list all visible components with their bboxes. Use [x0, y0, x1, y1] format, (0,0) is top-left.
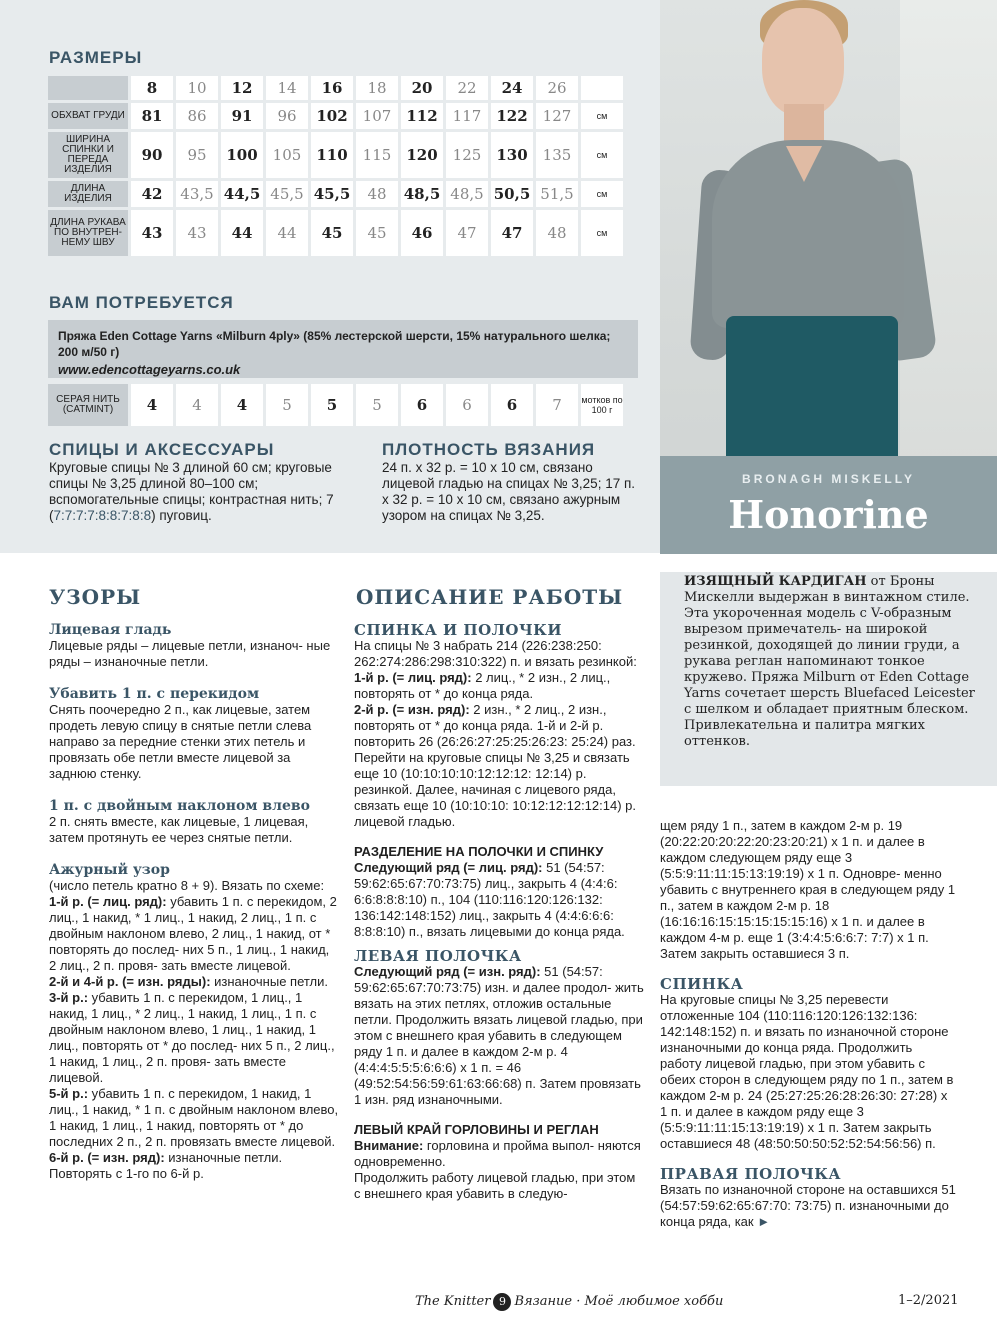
row-width: ШИРИНА СПИНКИ И ПЕРЕДА ИЗДЕЛИЯ 90 95 100 105 110 115 120 125 130 135 см	[48, 132, 623, 178]
yarn-url[interactable]: www.edencottageyarns.co.uk	[58, 362, 241, 377]
needles-title: СПИЦЫ И АКСЕССУАРЫ	[49, 440, 275, 459]
row-length: ДЛИНА ИЗДЕЛИЯ 42 43,5 44,5 45,5 45,5 48 48,5 48,5 50,5 51,5 см	[48, 181, 623, 207]
footer-magazine: The Knitter 9 Вязание · Моё любимое хобби	[415, 1294, 724, 1309]
page-number: 9	[493, 1293, 511, 1311]
needs-title: ВАМ ПОТРЕБУЕТСЯ	[49, 293, 234, 312]
row-chest: ОБХВАТ ГРУДИ 81 86 91 96 102 107 112 117 122 127 см	[48, 103, 623, 129]
work-column: СПИНКА И ПОЛОЧКИ На спицы № 3 набрать 214 (226:238:250: 262:274:286:298:310:322) п. и вязать резинкой: 1-й р. (= лиц. ряд): 2 лиц., * 2 изн., 2 лиц., повторять от * до конца ряда. 2-й р. (= изн. ряд): 2 изн., * 2 лиц., 2 изн., повторять от * до конца ряда. 1-й и 2-й р. повторить 26 (26:26:27:25:25:26:23: 25:24) раз. Перейти на круговые спицы № 3,25 и связать еще 10 (10:10:10:10:12:12:12: 12:14) р. резинкой. Далее, начиная с лицевого ряда, связать еще 10 (10:10:10: 10:12:12:12:12:14) р. лицевой гладью. РАЗДЕЛЕНИЕ НА ПОЛОЧКИ И СПИНКУ Следующий ряд (= лиц. ряд): 51 (54:57: 59:62:65:67:70:73:75) лиц., закрыть 4 (4:4:6: 6:6:8:8:8:10) п., 104 (110:116:120:126:132: 136:142:148:152) лиц., закрыть 4 (4:4:6:6:6: 8:8:8:10) п., вязать лицевыми до конца ряда. ЛЕВАЯ ПОЛОЧКА Следующий ряд (= изн. ряд): 51 (54:57: 59:62:65:67:70:73:75) изн. и далее продол- жить вязать на этих петлях, отложив остальные петли. Продолжить вязать лицевой гладью, при этом с внешнего края убавить в следующем ряду 1 п. и далее в каждом 2-м р. 4 (4:4:4:5:5:5:6:6:6) х 1 п. = 46 (49:52:54:56:59:61:63:66:68) п. Затем провязать 1 изн. ряд изнаночными. ЛЕВЫЙ КРАЙ ГОРЛОВИНЫ И РЕГЛАН Внимание: горловина и пройма выпол- няются одновременно. Продолжить работу лицевой гладью, при этом с внешнего края убавить в следую-	[354, 621, 644, 1201]
author-name: BRONAGH MISKELLY	[742, 472, 915, 486]
continue-arrow-icon: ►	[757, 1214, 771, 1229]
work-column-continued: щем ряду 1 п., затем в каждом 2-м р. 19 (20:22:20:20:22:20:23:20:21) х 1 п. и далее в каждом следующем ряду еще 3 (5:5:9:11:11:15:13:19:19) х 1 п. Одновре- менно убавить с внутреннего края в следующем ряду 1 п., затем в каждом 2-м р. 18 (16:16:16:15:15:15:15:15:16) х 1 п. и далее в каждом 4-м р. еще 1 (3:4:4:5:6:6:7: 7:7) х 1 п. Затем закрыть оставшиеся 3 п. СПИНКА На круговые спицы № 3,25 перевести отложенные 104 (110:116:120:126:132:136: 142:148:152) п. и вязать по изнаночной стороне изнаночными до конца ряда. Продолжить работу лицевой гладью, при этом убавить с обеих сторон в следующем ряду по 1 п., затем в каждом 2-м р. 24 (25:27:25:26:28:26:30: 27:28) х 1 п. и далее в каждом ряду еще 3 (5:5:9:11:11:15:13:19:19) х 1 п. Затем закрыть оставшиеся 48 (48:50:50:50:52:52:54:56:56) п. ПРАВАЯ ПОЛОЧКА Вязать по изнаночной стороне на оставшихся 51 (54:57:59:62:65:67:70: 73:75) п. изнаночными до конца ряда, как ►	[660, 818, 956, 1229]
yarn-text: Пряжа Eden Cottage Yarns «Milburn 4ply» (85% лестерской шерсти, 15% натурального шелка; 200 м/50 г)	[58, 329, 611, 359]
needles-text: Круговые спицы № 3 длиной 60 см; круговые спицы № 3,25 длиной 80–100 см; вспомогательные спицы; контрастная нить; 7 (7:7:7:7:8:8:7:8:8) пуговиц.	[49, 460, 334, 523]
pattern-title: Honorine	[728, 492, 929, 537]
yarn-amount-table: СЕРАЯ НИТЬ (CATMINT) 4 4 4 5 5 5 6 6 6 7 мотков по 100 г	[45, 381, 626, 429]
row-sleeve: ДЛИНА РУКАВА ПО ВНУТРЕН- НЕМУ ШВУ 43 43 44 44 45 45 46 47 47 48 см	[48, 210, 623, 256]
byline-box	[660, 456, 997, 554]
sizes-table: 8 10 12 14 16 18 20 22 24 26 ОБХВАТ ГРУДИ 81 86 91 96 102 107 112 117 122 127 см ШИРИНА СПИНКИ И ПЕРЕДА ИЗДЕЛИЯ 90 95 100 105 110 115 120 125 130 135 см ДЛИНА ИЗДЕЛИЯ 42 43,5 44,5 45,5 45,5 48 48,5 48,5 50,5 51,5 см ДЛИНА РУКАВА ПО ВНУТРЕН- НЕМУ ШВУ 43 43 44 44 45 45 46 47 47 48 см	[45, 73, 626, 259]
yarn-box	[48, 320, 638, 378]
patterns-title: УЗОРЫ	[49, 585, 142, 609]
footer-issue: 1–2/2021	[898, 1293, 959, 1308]
sizes-title: РАЗМЕРЫ	[49, 48, 143, 67]
patterns-column: Лицевая гладь Лицевые ряды – лицевые петли, изнаноч- ные ряды – изнаночные петли. Убавить 1 п. с перекидом Снять поочередно 2 п., как лицевые, затем продеть левую спицу в снятые петли слева направо за передние стенки этих петель и провязать обе петли вместе лицевой за заднюю стенку. 1 п. с двойным наклоном влево 2 п. снять вместе, как лицевые, 1 лицевая, затем протянуть ее через снятые петли. Ажурный узор (число петель кратно 8 + 9). Вязать по схеме: 1-й р. (= лиц. ряд): убавить 1 п. с перекидом, 2 лиц., 1 накид, * 1 лиц., 1 накид, 2 лиц., 1 п. с двойным наклоном влево, 2 лиц., 1 накид, от * повторять до послед- них 5 п., 1 лиц., 1 накид, 2 лиц., 2 п. провя- зать вместе лицевой. 2-й и 4-й р. (= изн. ряды): изнаночные петли. 3-й р.: убавить 1 п. с перекидом, 1 лиц., 1 накид, 1 лиц., * 2 лиц., 1 накид, 1 лиц., 1 п. с двойным наклоном влево, 1 лиц., 1 накид, 1 лиц., повторять от * до послед- них 5 п., 2 лиц., 1 накид, 1 лиц., 2 п. провя- зать вместе лицевой. 5-й р.: убавить 1 п. с перекидом, 1 накид, 1 лиц., 1 накид, * 1 п. с двойным наклоном влево, 1 накид, 1 лиц., 1 накид, повторять от * до последних 2 п., 2 п. провязать вместе лицевой. 6-й р. (= изн. ряд): изнаночные петли. Повторять с 1-го по 6-й р.	[49, 622, 339, 1181]
intro-text: ИЗЯЩНЫЙ КАРДИГАН от Броны Мискелли выдержан в винтажном стиле. Эта укороченная модель с V-образным вырезом примечатель- на широкой резинкой, доходящей до линии груди, а рукава реглан напоминают тонкое кружево. Пряжа Milburn от Eden Cottage Yarns сочетает шерсть Bluefaced Leicester с шелком и обладает приятным блеском. Привлекательна и палитра мягких оттенков.	[684, 574, 975, 749]
work-title: ОПИСАНИЕ РАБОТЫ	[356, 585, 624, 609]
gauge-title: ПЛОТНОСТЬ ВЯЗАНИЯ	[382, 440, 596, 459]
gauge-text: 24 п. х 32 р. = 10 х 10 см, связано лицевой гладью на спицах № 3,25; 17 п. х 32 р. = 10 х 10 см, связано ажурным узором на спицах № 3,25.	[382, 460, 636, 523]
intro-box	[660, 572, 997, 786]
